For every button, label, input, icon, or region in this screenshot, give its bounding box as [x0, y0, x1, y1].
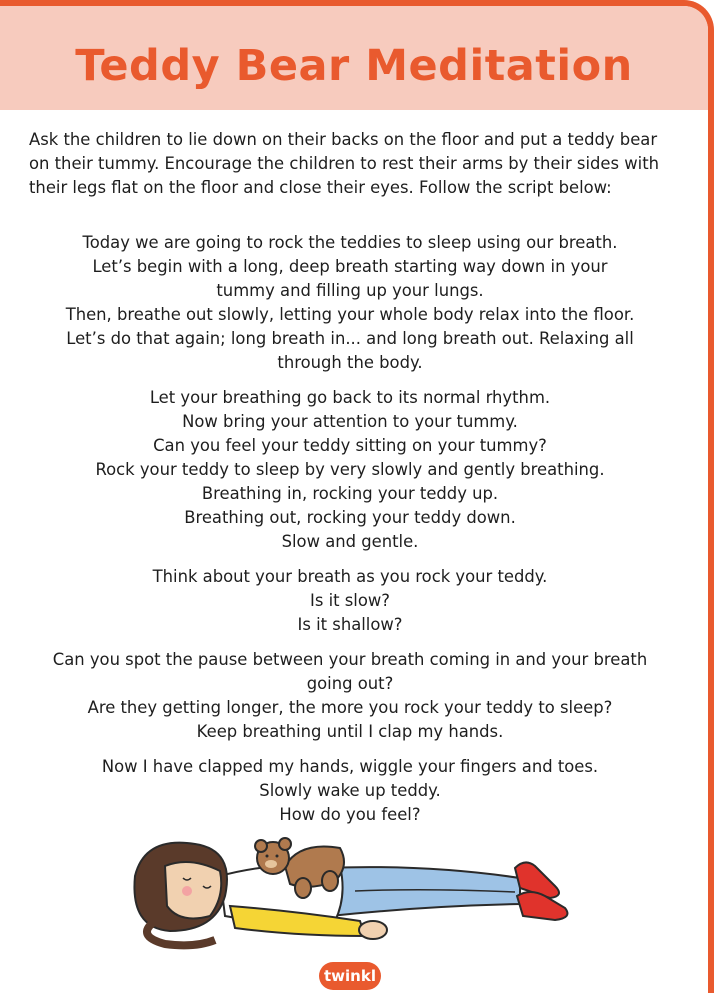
twinkl-logo: twinkl: [319, 962, 381, 990]
script-line: Breathing out, rocking your teddy down.: [184, 508, 516, 527]
script-line: going out?: [306, 674, 394, 693]
script-paragraph: [40, 648, 660, 744]
script-line: Are they getting longer, the more you rock your teddy to sleep?: [87, 698, 613, 717]
script-line: Think about your breath as you rock your teddy.: [152, 567, 548, 586]
script-line: Is it slow?: [309, 591, 390, 610]
child-with-teddy-illustration: [125, 836, 575, 951]
intro-line: Ask the children to lie down on their backs on the floor and put a teddy bear: [29, 130, 658, 149]
intro-line: on their tummy. Encourage the children to rest their arms by their sides with: [29, 154, 660, 173]
script-line: Let’s do that again; long breath in... and long breath out. Relaxing all: [66, 329, 634, 348]
script-line: Slow and gentle.: [281, 532, 419, 551]
script-line: through the body.: [277, 353, 423, 372]
script-line: How do you feel?: [279, 805, 421, 824]
face: [165, 862, 221, 918]
intro-line: their legs flat on the floor and close their eyes. Follow the script below:: [29, 178, 612, 197]
meditation-script: [40, 231, 660, 838]
script-line: Rock your teddy to sleep by very slowly and gently breathing.: [95, 460, 605, 479]
script-line: Let’s begin with a long, deep breath starting way down in your: [92, 257, 608, 276]
script-line: Can you feel your teddy sitting on your tummy?: [153, 436, 547, 455]
script-line: Today we are going to rock the teddies to sleep using our breath.: [82, 233, 618, 252]
script-paragraph: [40, 755, 660, 827]
script-line: Now bring your attention to your tummy.: [182, 412, 518, 431]
script-paragraph: [40, 565, 660, 637]
script-paragraph: [40, 386, 660, 554]
script-line: Is it shallow?: [297, 615, 403, 634]
title-banner: [0, 6, 708, 110]
script-paragraph: [40, 231, 660, 375]
right-shoe: [517, 892, 567, 920]
script-line: Can you spot the pause between your breath coming in and your breath: [52, 650, 648, 669]
intro-paragraph: [29, 128, 679, 200]
script-line: Now I have clapped my hands, wiggle your fingers and toes.: [101, 757, 599, 776]
script-line: Let your breathing go back to its normal rhythm.: [149, 388, 551, 407]
script-line: Then, breathe out slowly, letting your whole body relax into the floor.: [65, 305, 635, 324]
page-title: Teddy Bear Meditation: [75, 41, 633, 91]
script-line: Keep breathing until I clap my hands.: [196, 722, 504, 741]
script-line: Slowly wake up teddy.: [259, 781, 441, 800]
script-line: tummy and filling up your lungs.: [216, 281, 484, 300]
script-line: Breathing in, rocking your teddy up.: [201, 484, 499, 503]
